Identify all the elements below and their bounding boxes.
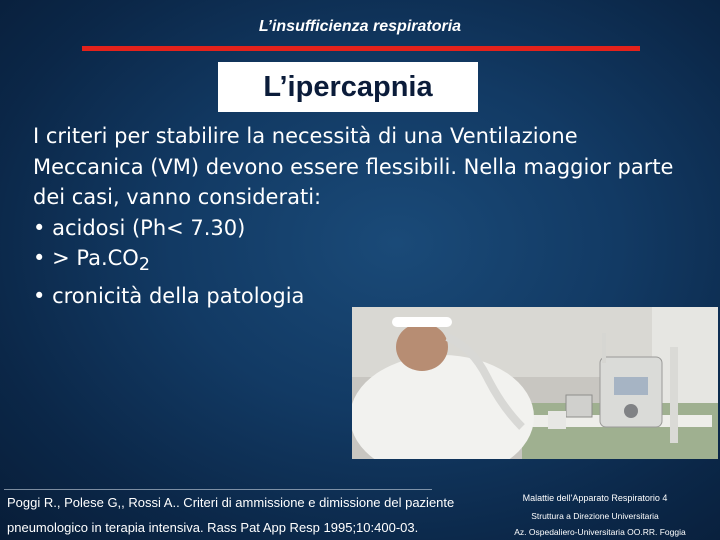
bullet-marker: •: [33, 215, 46, 240]
reference-line-1: Poggi R., Polese G,, Rossi A.. Criteri di ammissione e dimissione del paziente: [7, 495, 455, 510]
reference-line-2: pneumologico in terapia intensiva. Rass Pat App Resp 1995;10:400-03.: [7, 520, 419, 535]
bullet-text: > Pa.CO: [52, 246, 139, 270]
bullet-marker: •: [33, 246, 46, 270]
slide-title-box: [218, 62, 478, 112]
header-title: L’insufficienza respiratoria: [258, 18, 462, 35]
bullet-acidosis: [33, 213, 693, 244]
slide-title: L’ipercapnia: [263, 70, 433, 103]
reference-divider: [4, 489, 432, 490]
intro-paragraph: I criteri per stabilire la necessità di una Ventilazione Meccanica (VM) devono essere flessibili. Nella maggior parte dei casi, vanno considerati:: [33, 124, 674, 209]
bullet-text: acidosi (Ph< 7.30): [52, 215, 246, 240]
bullet-marker: •: [33, 283, 46, 308]
patient-ventilation-photo: [352, 307, 718, 459]
bullet-paco2: [33, 243, 693, 281]
footer-hospital: Az. Ospedaliero-Universitaria OO.RR. Foggia: [514, 527, 686, 537]
slide-body: [33, 121, 693, 311]
subscript-2: 2: [138, 255, 150, 276]
header-divider: [82, 46, 640, 51]
footer-department: Malattie dell'Apparato Respiratorio 4: [522, 493, 668, 503]
footer-structure: Struttura a Direzione Universitaria: [531, 511, 659, 521]
bullet-text: cronicità della patologia: [52, 283, 305, 308]
